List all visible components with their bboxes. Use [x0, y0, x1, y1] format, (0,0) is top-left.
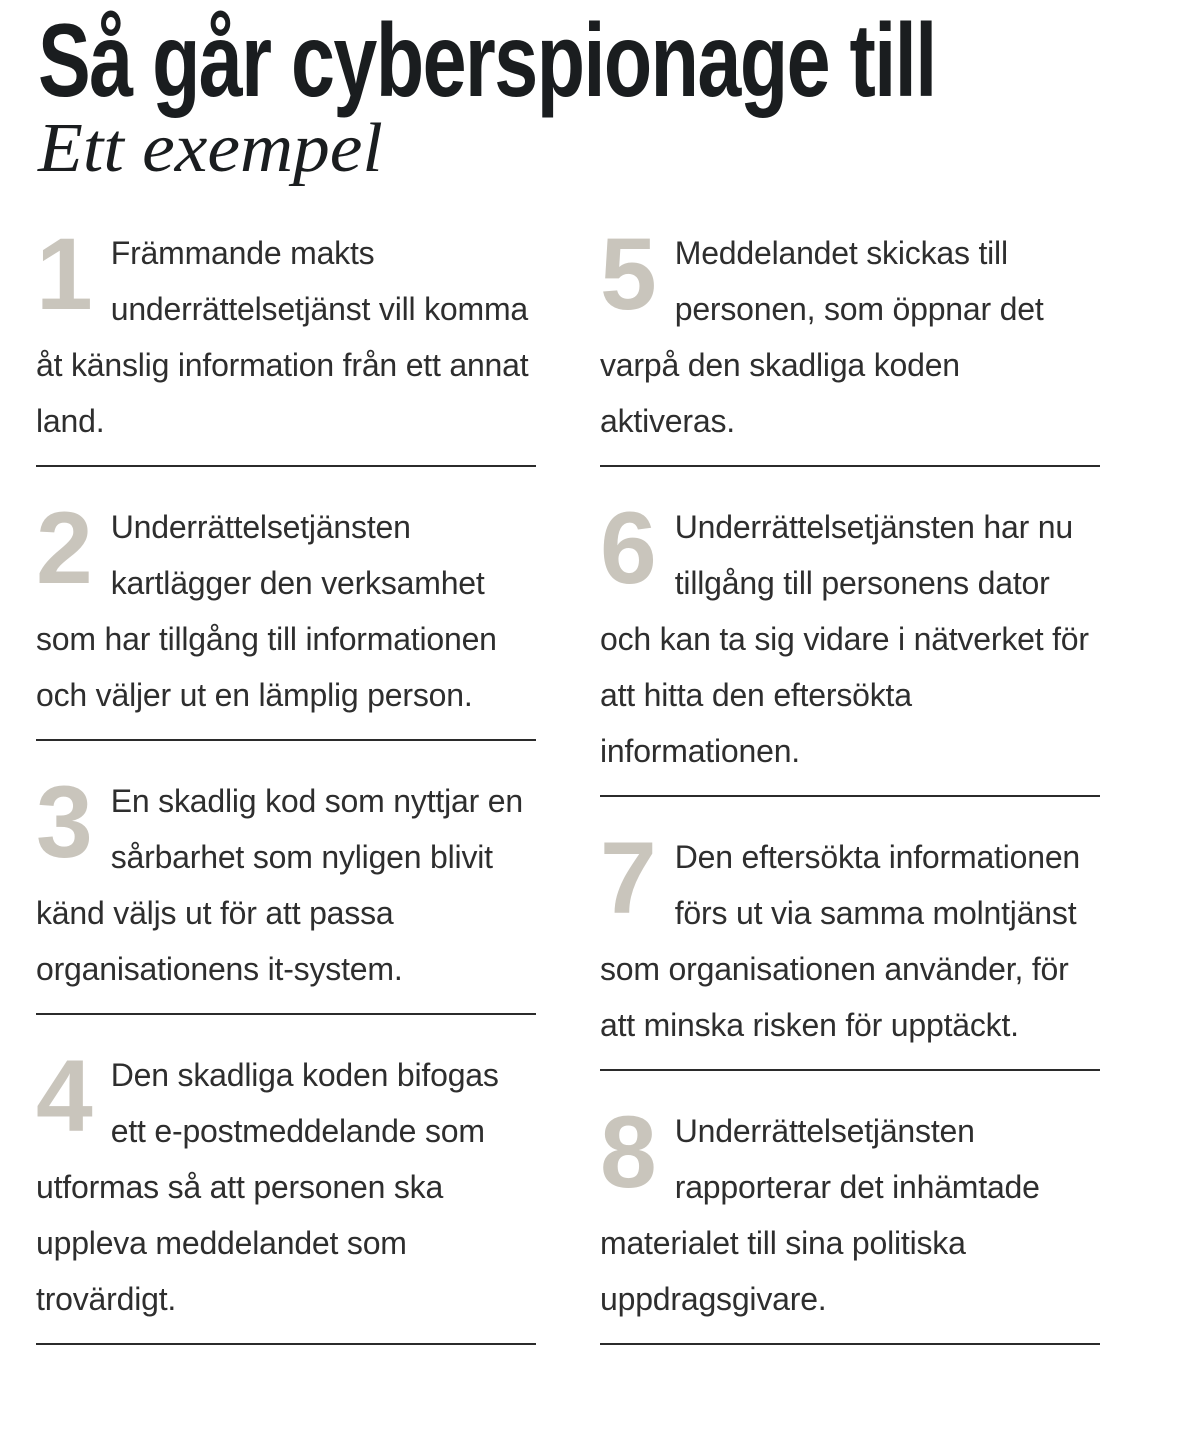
- page-title-wrapper: [38, 3, 1192, 119]
- step-number: 5: [600, 217, 657, 332]
- step-text: Den skadliga koden bifogas ett e-postmeddelande som utformas så att personen ska uppleva meddelandet som trovärdigt.: [36, 1057, 499, 1318]
- step-item: [600, 193, 1100, 467]
- step-text: En skadlig kod som nyttjar en sårbarhet som nyligen blivit känd väljs ut för att passa organisationens it-system.: [36, 783, 523, 988]
- step-item: [36, 193, 536, 467]
- step-number: 8: [600, 1095, 657, 1210]
- step-item: [36, 467, 536, 741]
- step-text: Främmande makts underrättelsetjänst vill komma åt känslig information från ett annat land.: [36, 235, 529, 440]
- step-number: 7: [600, 821, 657, 936]
- steps-column-right: [600, 193, 1100, 1345]
- step-number: 3: [36, 765, 93, 880]
- step-item: [600, 467, 1100, 797]
- step-item: [36, 1015, 536, 1345]
- step-item: [36, 741, 536, 1015]
- header: [0, 0, 1192, 185]
- steps-column-left: [36, 193, 536, 1345]
- step-text: Underrättelsetjänsten kartlägger den verksamhet som har tillgång till informationen och väljer ut en lämplig person.: [36, 509, 497, 714]
- page-subtitle-wrapper: [38, 110, 1192, 186]
- step-text: Underrättelsetjänsten har nu tillgång till personens dator och kan ta sig vidare i nätverket för att hitta den eftersökta informationen.: [600, 509, 1089, 770]
- steps-grid: [36, 193, 1192, 1345]
- page-title: Så går cyberspionage till: [38, 3, 936, 119]
- step-number: 2: [36, 491, 93, 606]
- page-subtitle: Ett exempel: [38, 109, 383, 187]
- step-number: 4: [36, 1039, 93, 1154]
- step-text: Meddelandet skickas till personen, som öppnar det varpå den skadliga koden aktiveras.: [600, 235, 1044, 440]
- step-number: 1: [36, 217, 93, 332]
- step-text: Den eftersökta informationen förs ut via samma molntjänst som organisationen använder, för att minska risken för upptäckt.: [600, 839, 1081, 1044]
- step-item: [600, 797, 1100, 1071]
- step-text: Underrättelsetjänsten rapporterar det inhämtade materialet till sina politiska uppdragsgivare.: [600, 1113, 1040, 1318]
- step-number: 6: [600, 491, 657, 606]
- step-item: [600, 1071, 1100, 1345]
